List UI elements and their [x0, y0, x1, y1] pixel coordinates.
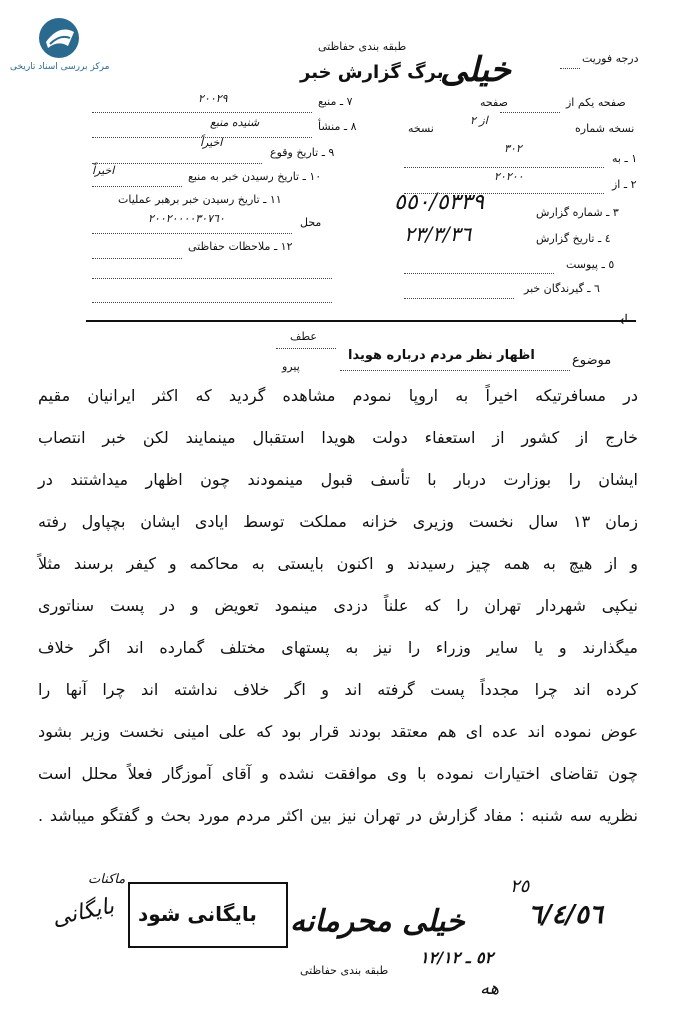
body-line: و از هیچ به همه چیز رسیدند و اکنون بایستی به محاکمه و کیفر برسند مثلاً: [38, 554, 638, 573]
field-location-label: محل: [300, 216, 322, 229]
handwritten-note-left: بایگانی: [50, 893, 117, 932]
field-origin-value: شنیده منبع: [210, 116, 260, 129]
archive-center-name: مرکز بررسی اسناد تاریخی: [10, 62, 110, 72]
priority-level-line: [560, 68, 580, 69]
field-copy-label: نسخه شماره: [575, 122, 635, 135]
field-from-label: ٢ ـ از: [612, 178, 637, 191]
body-line: در مسافرتیکه اخیراً به اروپا نمودم مشاهده گردید که اکثر ایرانیان مقیم: [38, 386, 638, 405]
field-to-value: ٣٠٢: [504, 142, 522, 155]
stamp-classification-label: طبقه بندی حفاظتی: [300, 964, 389, 977]
handwritten-urgent: خیلی: [440, 50, 511, 90]
archive-stamp-text: بایگانی شود: [138, 902, 257, 926]
body-line: نیکپی شهردار تهران را که علناً دزدی مینمود تعویض و در پست سناتوری: [38, 596, 638, 615]
body-line: کرده اند چرا مجدداً پست گرفته اند و اگر خلاف نداشته اند چرا آنها را: [38, 680, 638, 699]
body-line: خارج از کشور از استعفاء دولت هویدا استقبال مینمایند لکن خبر انتصاب: [38, 428, 638, 447]
divider-arrow-icon: ↲: [618, 312, 630, 328]
field-event-date-label: ٩ ـ تاریخ وقوع: [270, 146, 335, 159]
handwritten-note-mid: ٢٥: [510, 876, 530, 897]
body-line: عوض نموده اند عده ای هم معتقد بودند قرار بود که علی امینی نخست وزیر بشود: [38, 722, 638, 741]
handwritten-reference-bottom: ٥٢ ـ ١٢/١٢: [420, 948, 494, 967]
header-divider: [86, 320, 636, 322]
archive-logo: [28, 16, 90, 60]
handwritten-date-right: ٦/٤/٥٦: [528, 900, 603, 930]
field-received-source-value: اخیراً: [92, 164, 115, 177]
field-page-label: صفحه یکم از: [566, 96, 626, 109]
field-location-value: ٢٠٠٢٠٠٠٠٣٠٧٦٠: [148, 212, 225, 225]
body-line: نظریه سه شنبه : مفاد گزارش در تهران نیز بین اکثر مردم مورد بحث و گفتگو میباشد .: [38, 806, 638, 825]
field-page-suffix: صفحه: [480, 96, 508, 109]
field-recipients-label: ٦ ـ گیرندگان خبر: [524, 282, 600, 295]
field-copy-suffix: نسخه: [408, 122, 434, 135]
body-line: زمان ١٣ سال نخست وزیری خزانه مملکت توسط ایادی ایشان بچپاول رفته: [38, 512, 639, 531]
field-report-date-label: ٤ ـ تاریخ گزارش: [536, 232, 611, 245]
field-report-number-label: ٣ ـ شماره گزارش: [536, 206, 619, 219]
handwritten-note-left-top: ماکنات: [88, 872, 126, 887]
field-received-ops-label: ١١ ـ تاریخ رسیدن خبر برهبر عملیات: [118, 193, 282, 206]
archive-logo-icon: [28, 16, 90, 60]
body-line: ایشان را بوزارت دربار با تأسف قبول مینمودند چون اظهار میداشتند در: [38, 470, 638, 489]
field-source-value: ٢٠٠٢٩: [198, 92, 228, 105]
subject-label: موضوع: [572, 353, 612, 368]
handwritten-urgent-secret: خیلی محرمانه: [290, 904, 465, 939]
report-form-title: برگ گزارش خبر: [300, 62, 444, 83]
field-report-number-value: ٥٥٠/٥٣٣٩: [394, 190, 485, 215]
field-origin-label: ٨ ـ منشأ: [318, 120, 357, 133]
field-report-date-value: ٢٣/٣/٣٦: [404, 222, 472, 246]
handwritten-signature-bottom: هه: [480, 978, 500, 999]
field-source-label: ٧ ـ منبع: [318, 95, 353, 108]
classification-label: طبقه بندی حفاظتی: [318, 40, 407, 53]
field-copy-value: از ٢: [470, 114, 488, 127]
body-line: میگذارند و یا سایر وزراء را نیز به پستهای مختلف گمارده اند اگر خلاف: [38, 638, 638, 657]
subject-text: اظهار نظر مردم درباره هویدا: [348, 348, 535, 363]
field-received-source-label: ١٠ ـ تاریخ رسیدن خبر به منبع: [188, 170, 322, 183]
follow-up-label: پیرو: [282, 360, 300, 373]
field-security-notes-label: ١٢ ـ ملاحظات حفاظتی: [188, 240, 293, 253]
body-line: چون تقاضای اختیارات نموده با وی موافقت نشده و آقای آموزگار فعلاً محلل است: [38, 764, 638, 783]
field-to-label: ١ ـ به: [612, 152, 638, 165]
field-event-date-value: اخیراً: [200, 136, 223, 149]
priority-level-label: درجه فوریت: [582, 52, 639, 65]
reference-label: عطف: [290, 330, 317, 343]
field-attachments-label: ٥ ـ پیوست: [566, 258, 615, 271]
field-from-value: ٢٠٢٠٠: [494, 170, 524, 183]
